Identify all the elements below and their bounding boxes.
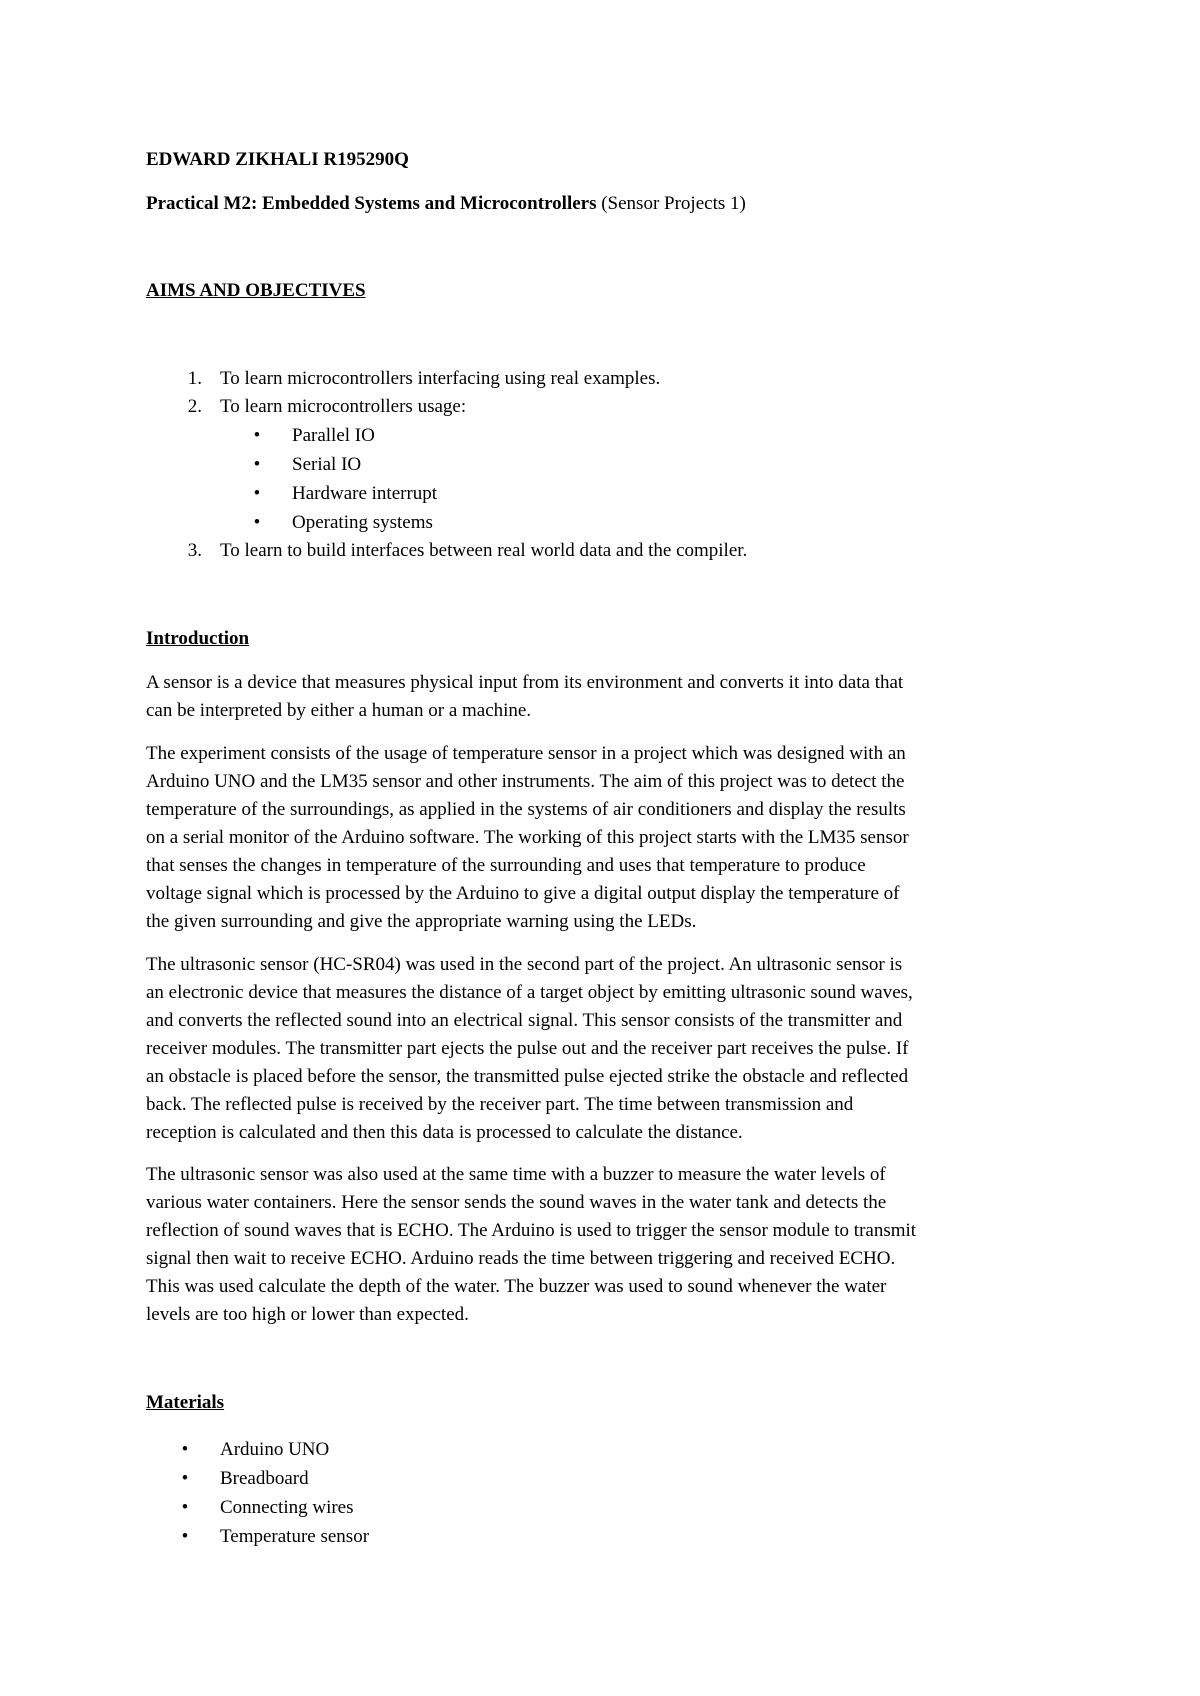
paragraph-line: that senses the changes in temperature of the surrounding and uses that temperature to produce	[146, 855, 866, 876]
intro-paragraph-2	[146, 740, 1066, 936]
materials-item	[178, 1436, 778, 1464]
bullet-icon: •	[181, 1439, 189, 1460]
aims-subitem-text: Operating systems	[292, 512, 433, 533]
practical-title-bold: Practical M2: Embedded Systems and Microcontrollers	[146, 193, 597, 214]
aims-subitem	[250, 422, 850, 450]
bullet-icon: •	[253, 512, 261, 533]
author-line: EDWARD ZIKHALI R195290Q	[146, 149, 409, 170]
paragraph-line: back. The reflected pulse is received by the receiver part. The time between transmission and	[146, 1094, 854, 1115]
intro-paragraph-4	[146, 1161, 1066, 1329]
bullet-icon: •	[181, 1526, 189, 1547]
practical-title-rest: (Sensor Projects 1)	[596, 193, 746, 214]
aims-item-text: To learn to build interfaces between real world data and the compiler.	[220, 540, 748, 561]
paragraph-line: levels are too high or lower than expected.	[146, 1304, 469, 1325]
materials-item	[178, 1523, 778, 1551]
aims-subitem-text: Hardware interrupt	[292, 483, 438, 504]
paragraph-line: and converts the reflected sound into an electrical signal. This sensor consists of the transmitter and	[146, 1010, 903, 1031]
paragraph-line: The experiment consists of the usage of temperature sensor in a project which was designed with an	[146, 743, 906, 764]
aims-heading: AIMS AND OBJECTIVES	[146, 280, 366, 301]
aims-item	[178, 365, 1078, 393]
introduction-heading: Introduction	[146, 628, 250, 649]
paragraph-line: This was used calculate the depth of the water. The buzzer was used to sound whenever the water	[146, 1276, 887, 1297]
aims-item	[178, 393, 1078, 421]
bullet-icon: •	[181, 1468, 189, 1489]
materials-heading: Materials	[146, 1392, 225, 1413]
bullet-icon: •	[253, 454, 261, 475]
bullet-icon: •	[253, 425, 261, 446]
aims-item-text: To learn microcontrollers usage:	[220, 396, 467, 417]
paragraph-line: The ultrasonic sensor was also used at the same time with a buzzer to measure the water levels of	[146, 1164, 886, 1185]
paragraph-line: temperature of the surroundings, as applied in the systems of air conditioners and display the results	[146, 799, 906, 820]
aims-subitem	[250, 509, 850, 537]
materials-item	[178, 1465, 778, 1493]
paragraph-line: voltage signal which is processed by the Arduino to give a digital output display the temperature of	[146, 883, 900, 904]
aims-subitem-text: Serial IO	[292, 454, 362, 475]
paragraph-line: reflection of sound waves that is ECHO. The Arduino is used to trigger the sensor module to transmit	[146, 1220, 917, 1241]
practical-title	[146, 190, 746, 218]
paragraph-line: signal then wait to receive ECHO. Arduino reads the time between triggering and received ECHO.	[146, 1248, 896, 1269]
aims-subitem	[250, 451, 850, 479]
materials-item-text: Connecting wires	[220, 1497, 354, 1518]
paragraph-line: receiver modules. The transmitter part ejects the pulse out and the receiver part receives the pulse. If	[146, 1038, 909, 1059]
paragraph-line: an electronic device that measures the distance of a target object by emitting ultrasonic sound waves,	[146, 982, 913, 1003]
aims-item-number: 3.	[187, 540, 202, 561]
materials-item	[178, 1494, 778, 1522]
materials-item-text: Temperature sensor	[220, 1526, 370, 1547]
bullet-icon: •	[253, 483, 261, 504]
aims-item	[178, 537, 1078, 565]
paragraph-line: various water containers. Here the sensor sends the sound waves in the water tank and detects the	[146, 1192, 887, 1213]
paragraph-line: reception is calculated and then this data is processed to calculate the distance.	[146, 1122, 743, 1143]
paragraph-line: an obstacle is placed before the sensor, the transmitted pulse ejected strike the obstacle and reflected	[146, 1066, 909, 1087]
aims-item-number: 1.	[187, 368, 202, 389]
materials-item-text: Arduino UNO	[220, 1439, 330, 1460]
paragraph-line: Arduino UNO and the LM35 sensor and other instruments. The aim of this project was to detect the	[146, 771, 905, 792]
aims-item-text: To learn microcontrollers interfacing using real examples.	[220, 368, 661, 389]
aims-subitem-text: Parallel IO	[292, 425, 375, 446]
aims-subitem	[250, 480, 850, 508]
bullet-icon: •	[181, 1497, 189, 1518]
paragraph-line: The ultrasonic sensor (HC-SR04) was used in the second part of the project. An ultrasonic sensor is	[146, 954, 903, 975]
materials-item-text: Breadboard	[220, 1468, 309, 1489]
intro-paragraph-3	[146, 951, 1066, 1147]
paragraph-line: A sensor is a device that measures physical input from its environment and converts it into data that	[146, 672, 904, 693]
intro-paragraph-1	[146, 669, 1066, 725]
paragraph-line: the given surrounding and give the appropriate warning using the LEDs.	[146, 911, 697, 932]
paragraph-line: can be interpreted by either a human or a machine.	[146, 700, 532, 721]
aims-item-number: 2.	[187, 396, 202, 417]
paragraph-line: on a serial monitor of the Arduino software. The working of this project starts with the LM35 sensor	[146, 827, 909, 848]
